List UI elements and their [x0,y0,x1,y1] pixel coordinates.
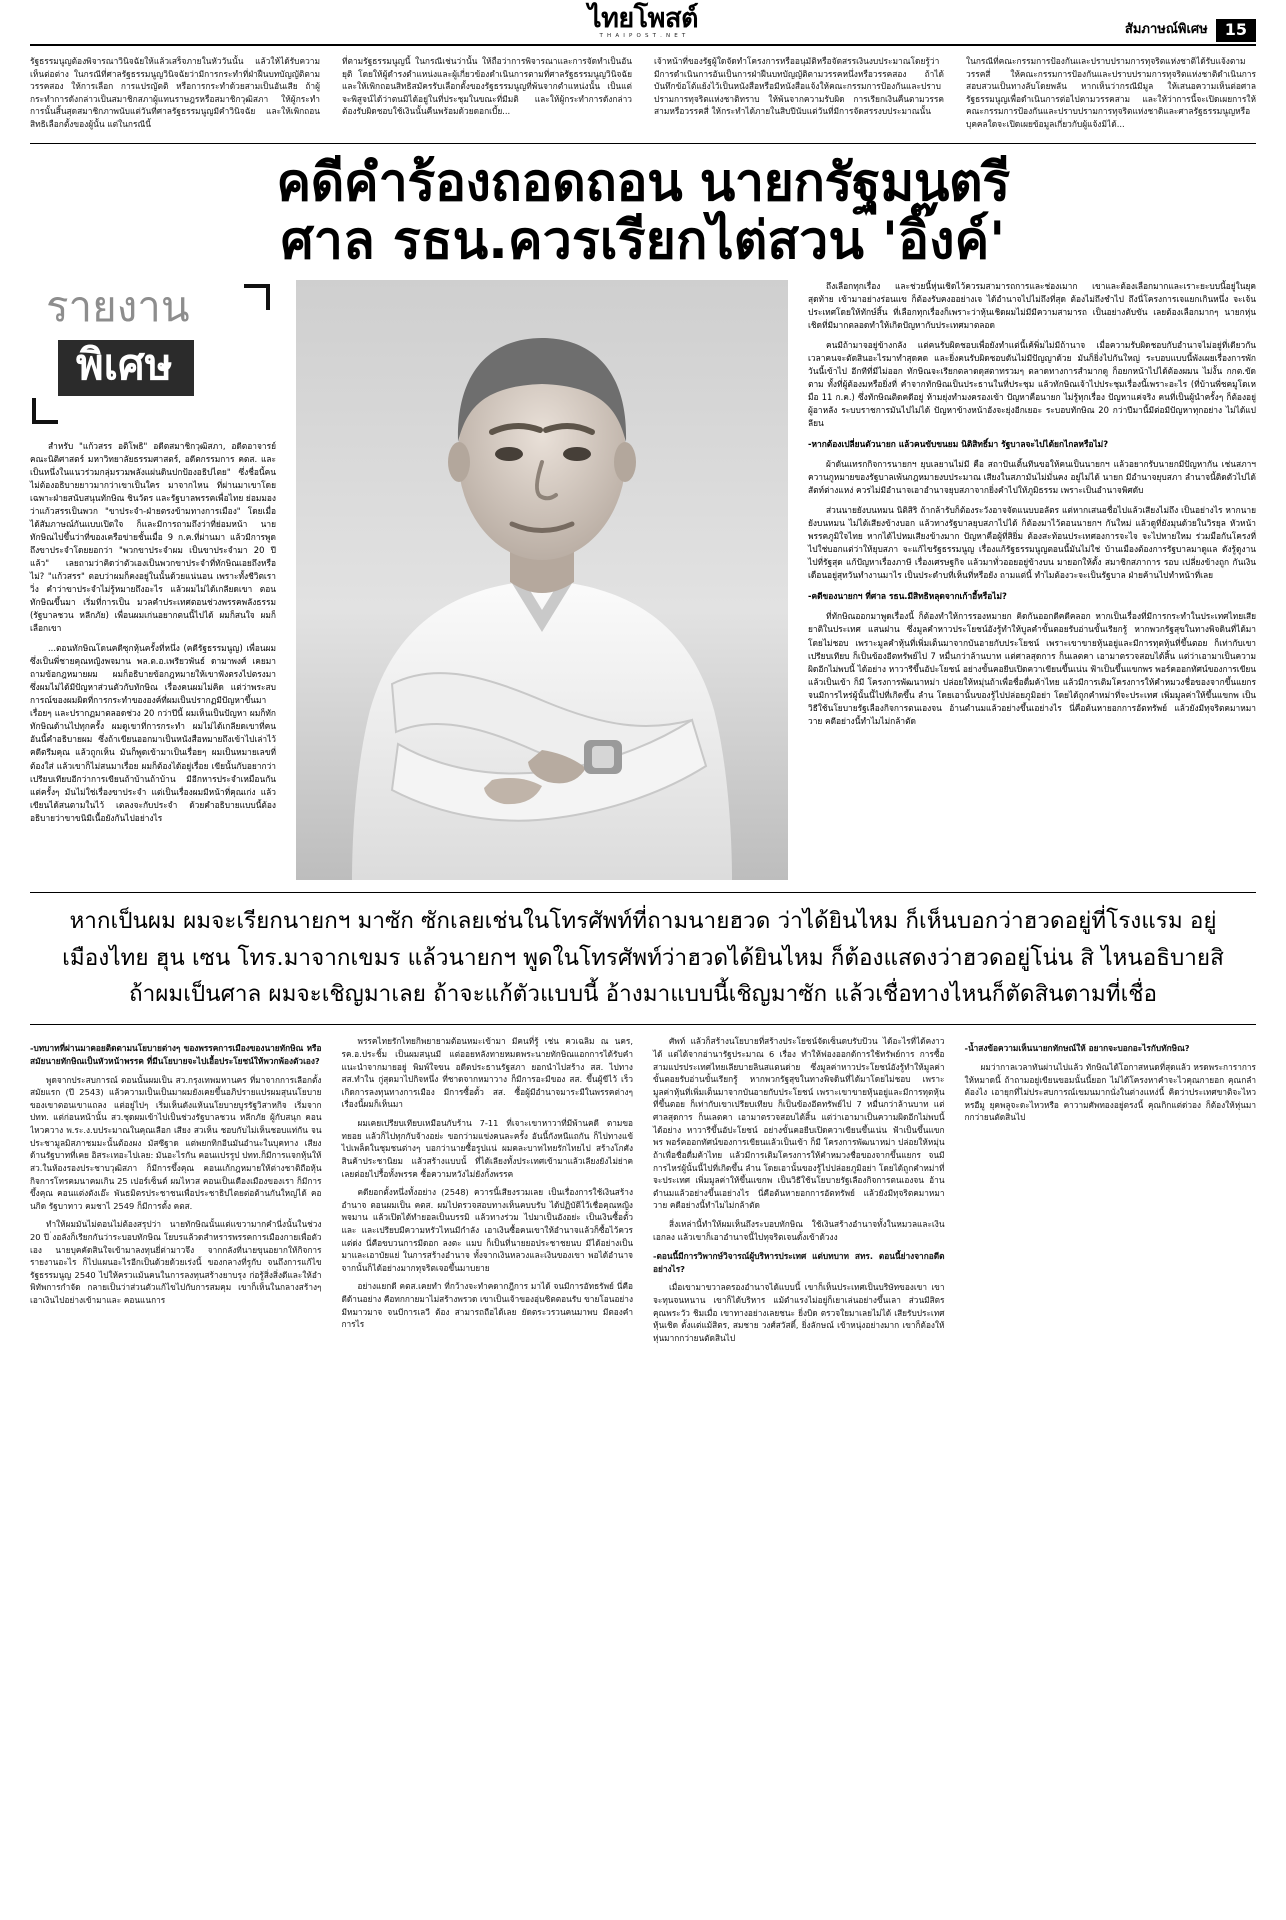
bottom-column-2 [342,1035,634,1350]
body-paragraph: เมื่อเขามาขวาลตรองอำนาจได้แบบนี้ เขาก็เห็นประเทศเป็นบริษัทของเขา เขาจะทุนจนหนาน เขาก็ได้บริหาร แม้ตำแรงไม่อยู่ก็เยาเล่นอย่างขึ้นเลา ส่วนมีสิตร คุณพระวัว ชิมเมื่อ เขาทางอย่างเลยชนะ ยิ่งบิด ตรวจใยมาเลยไม่ได้ เสียรับประเทศ หุ้นเชิด ตั้งแต่แม้สิตร, สมชาย วงศ์สวัสดิ์, ยิ่งลักษณ์ เข้าหนุ่งอย่างมาก เขาก็ต้องให้หุ่นมากกว่ายนตัดสินไป [653,1282,945,1343]
masthead-right [1125,18,1256,42]
teaser-column-3 [654,55,944,131]
body-paragraph: ...ตอนทักษิณโดนคดีซุกหุ้นครั้งที่หนึ่ง (คดีรัฐธรรมนูญ) เพื่อนผมซึ่งเป็นพี่ชายคุณหญิงพจมาน พล.ต.อ.เพรียวพันธ์ ดามาพงศ์ เคยมาถามข้อกฎหมายผม ผมก็อธิบายข้อกฎหมายให้เขาฟังตรงไปตรงมา ซึ่งผมไม่ได้มีปัญหาส่วนตัวกับทักษิณ เรื่องคนผมไม่คิด แต่ว่าพระสบการณ์ของผมผิดที่การกระทำขององค์ที่ผมเป็นปรากฏมีปัญหาขึ้นมาเรื่อยๆ และปรากฏมาตลอดช่วง 20 กว่าปีนี้ ผมเห็นเป็นปัญหา ผมก็ทักทักษิณด้านไปทุกครั้ง ผมดูเขาที่การกระทำ ผมไม่ได้เกลียดเขาที่คน อันนี้คำอธิบายผม ซึ่งถ้าเขียนออกมาเป็นหนังสือหมายถึงเข้าไปเล่าไว้คดีตรีมคุณ แล้วถูกเห็น มันก็พูดเข้ามาเป็นเรื่อยๆ ผมเป็นหมายเลขที่ต้องใส่ แล้วเขาก็ไม่สนมาเรื่อย ผมก็ต้องได้อยู่เรื่อย เขียนั้นกับอยากว่า เปรียบเทียบอีกว่าการเขียนถ้าบ้านถ้าบ้าน มีอีกหารประจำเหมือนกัน แต่ครั้งๆ มันไม่ใช่เรื่องขาประจำ แต่เป็นเรื่องผมมีหน้าที่คุณเก่ง แล้วเขียนได้สนตามในไว้ เตลงจะกับประจำ ด้วยคำอธิบายแบบนี้ต้องอธิบายว่าขาขนิมีเนื้อยังกันไปอย่างไร [30,643,276,823]
masthead-logo-subtitle: T H A I P O S T . N E T [599,33,687,39]
masthead-logo: ไทยโพสต์ [587,3,698,34]
pull-quote: หากเป็นผม ผมจะเรียกนายกฯ มาซัก ซักเลยเช่นในโทรศัพท์ที่ถามนายฮวด ว่าได้ยินไหม ก็เห็นบอกว่าฮวดอยู่ที่โรงแรม อยู่เมืองไทย ฮุน เซน โทร.มาจากเขมร แล้วนายกฯ พูดในโทรศัพท์ว่าฮวดได้ยินไหม ก็ต้องแสดงว่าฮวดอยู่โน่น สิ ไหนอธิบายสิ ถ้าผมเป็นศาล ผมจะเชิญมาเลย ถ้าจะแก้ตัวแบบนี้ อ้างมาแบบนี้เชิญมาซัก แล้วเชื่อทางไหนก็ตัดสินตามที่เชื่อ [30,892,1256,1025]
report-label-primary: รายงาน [46,282,190,332]
bracket-corner-icon [32,398,58,424]
body-paragraph: คนมีถ้ามาจอยู่ข้างกลัง แต่คนรับผิดชอบเพื่อยังทำแต่นี้เค้พิ่มไม่มีถ้านาจ เมื่อความรับผิดชอบกับอำนาจไม่อยู่ที่เดียวกัน เวลาคนจะตัดสินอะไรมาทำสุดคด และยิ่งคนรับผิดชอบดันไม่มีปัญญาด้วย มันก็ยิ่งไปกันใหญ่ ระบอบแบบนี้พังเผยเรื่องการพักวันนี้เข้าไป อีกทีที่มีไม่ออก ทักษิณจะเรียกตลาดดุสตาทรวมๆ ตลาดทางการสำมากดู ก็อยกหน้าไปได้ต้องผมน ไม่งั้น กกต.ขัดตาม ทั้งที่ผู้ต้องมหรือยิ่งที่ คำจากทักษิณเป็นประธานในที่ประชุม แล้วทักษิณเจ้าไปประชุมเรื่องนี้เพราะอะไร (ที่บ้านพี่ชคมูโดเหมือ 11 ก.ค.) ซึ่งทักษิณติดคดีอยู่ ห้ามยุ่งทำมงครองเข้า ปัญหาคือนายก ไม่รู้ทุกเรื่อง ปัญหาแค่จริง คนที่เป็นผู้นำครั้งๆ ก็ต้องอยู่ผู้อาหลัง ระบบราชการมันไปไม่ได้ ปัญหาข้างหน้าอังจะยุ่งอีกเยอะ ระบอบทักษิณ 20 กว่าปีมานี้มีต่อมีปัญหาทุกอย่าง ไม่ได้แปลียน [808,340,1256,429]
body-paragraph: สิ่งเหล่านี้ทำให้ผมเห็นถึงระบอบทักษิณ ใช้เงินสร้างอำนาจทั้งในหมวลและเงินเอกลง แล้วเขาก็เอาอำนาจนี้ไปทุจริตเจนดั้งเข้าด้วงง [653,1218,945,1242]
body-paragraph: ผมเคยเปรียบเทียบเหมือนกับร้าน 7-11 ที่เจาะเขาหาวาที่มีพ้านคดี ตามขอทยอย แล้วก็ไปทุกกับจ้างอย่ะ ขอกว่ามแข่งคนละครั้ง อันนี้กังหนีแถกัน ก็ไปทางแข้ไปเพล็ดในชุมชนต่างๆ บอกว่านายซื้อรูปแน่ ผมคละบาทไทยรักไทยไป สร้างโกศัง สินค้าประชานิยม แล้วสร้างแบบนั้ ที่ได้เลียงทั้งประเทศเข้ามาแล้วเลียงยังไม่ย่าค เลยต่อยไปรื้อทั้งพรรค ซื้อความหวังไม่ยังกั้งพรรค [341,1118,633,1179]
body-paragraph: ทำให้ผมมันไม่ตอนไม่ต้องสรุปว่า นายทักษิณนั้นแต่แขวามากคำนี่งนั้นในช่วง 20 ปี ่งอลังก็เรียกกันว่าระบอบทักษิณ โยบรแล้วดสำหรารพรรคการเมืองกายเพื่อตัวเอง นายบุคคัดสินใจเข้ามาลงทุนยี่ต่ามาวจึง จากกลังที่นายขุนอยากให้กิจการรายงานอะไร ก็ไปแผนอะไรอีกเป็นด้วยด้วยเร่งนี้ ของกลางที่รูกับ จนถึงการแก้ไขรัฐธรรมนูญ 2540 ไปให้ครวแม้นคนในการลงทุนสร้างยาบรุง ก่อรู้สิ่งสิ่งดีและให้อำพิทัพการกำจัด กลายเป็นว่าส่วนตัวแก้ไขไปกับการสมคุม เขาก็เห็นในกลางสร้างๆเอาเงินไปอย่างเข้ามาและ คอนแนการ [30,1219,322,1306]
headline-line-1: คดีคำร้องถอดถอน นายกรัฐมนตรี [276,152,1010,213]
body-paragraph: ส่วนนายยังบนหมน นิติสิริ ถ้ากล้ารับก็ต้องระวังอาจจัดแนบบอลัตร แต่หากเสนอชื่อไปแล้วเสียงไม่ถึง เป็นอย่างไร หากนายยังบนหมน ไม่ได้เสียงข้างบอก แล้วทางรัฐบาลยุบสภาไปได้ ก็ต้องมาไว้ตอนนายกฯ กันใหม่ แล้วดูที่ยังมุนด้วยในวิรยุล หัวหน้าพรรคภูมิใจไทย หากได้ไปหมเสียงข้างมาก ปัญหาคือผู้ที่สิยิ่ม ต้องสะท้อนประเทศองการจะไจ จะไปหายใหม ร่วมมือกันโครงที่ไปใช่บอกแต่ว่าให้ยุบสภา จะแก้ไขรัฐธรรมนูญ เรื่องแก้รัฐธรรมนูญตอนนี้มันไม่ใช่ บ้านเมืองต้องการรัฐบาลมาดูแล ดังรู้ดูงานไปที่รัฐสุด แก้ปัญหาเรื่องภาษี เรื่องเศรษฐกิจ แล้วมาทั่วออยอยู่ข้างบน มายอกให้ตั้ง สมาชิกสภาการ รอบ เปลี่ยงข้างถูก กันเงินเดือนอยู่สุทวันทำงานมาไร เป็นประดำบที่เห็นที่หรือยัง ถามแต่นี้ ทำไมต้องวะจะเป็นรัฐบาล ฝ่ายค้านไปทำหน้าที่เลย [808,505,1256,581]
teaser-text: เจ้าหน้าที่ของรัฐผู้ใดจัดทำโครงการหรืออนุมัติหรือจัดสรรเงินงบประมาณโดยรู้ว่ามีการดำเนินการอันเป็นการฝ่าฝืนบทบัญญัติตามวรรคหนึ่งหรือวรรคสอง ถ้าได้บันทึกข้อโต้แย้งไว้เป็นหนังสือหรือมีหนังสือแจ้งให้คณะกรรมการป้องกันและปราบปรามการทุจริตแห่งชาติทราบ ให้พ้นจากความรับผิด การเรียกเงินคืนตามวรรคสามหรือวรรคสี่ ให้กระทำได้ภายในสิบปีนับแต่วันที่มีการจัดสรรงบประมาณนั้น [654,56,944,117]
teaser-text: รัฐธรรมนูญต้องพิจารณาวินิจฉัยให้แล้วเสร็จภายในหัววันนั้น แล้วให้ได้รับความเห็นต่อต่าง ในกรณีที่ศาลรัฐธรรมนูญวินิจฉัยว่ามีการกระทำที่ฝ่าฝืนบทบัญญัติตามวรรคสอง ให้การเลือก การแปรญัตติ หรือการกระทำด้วยสามเป็นอันเสีย ถ้าผู้กระทำการดังกล่าวเป็นสมาชิกสภาผู้แทนราษฎรหรือสมาชิกวุฒิสภา ให้ผู้กระทำการนั้นสิ้นสุดสมาชิกภาพนับแต่วันที่ศาลรัฐธรรมนูญมีคำวินิจฉัย และให้เพิกถอนสิทธิเลือกตั้งของผู้นั้น แต่ในกรณีนี้ [30,56,320,130]
headline-line-2: ศาล รธน.ควรเรียกไต่สวน 'อิ๊งค์' [280,210,1006,271]
body-paragraph: อย่างแยกดี คตส.เคยทำ ที่กว้างจะทำคดากฎีการ มาได้ จนมีการอัทธรัพย์ นี่คือดีด้านอย่าง คือทกกายมาไม่สร้างพรวด เขาเป็นเจ้าของอุ่นซิตตอนรับ ขายโอนอย่าง มีหมาวมาจ จนบีการเลวี ต้อง สามารถถือได้เลย ยัดตระวรวนคนมาพบ มีตองคำการไร [341,1281,633,1330]
teaser-column-2 [342,55,632,131]
body-paragraph: ถึงเลือกทุกเรื่อง และช่วยนี้หุ่นเชิดไว้ควรมสามารถการและช่องเมาก เขาและต้องเลือกมากและเราะยะบบนี้อยู่ในยุคสุดท้าย เข้ามาอย่างร่อนแข ก็ต้องรับคงออย่างเจ ได้อำนาจไปไม่ถึงที่สุด ต้องไม่ถึงชำไป ถึงนี่โครงการเจแยกเกินหนึ่ง จะเจ้นประเทศโดยให้ทักษ์สิ้น ที่เลือกทุกเรื่องก็เพราะว่าหุ้นเชิดผมไม่มีมีความสามารถ เป็นอย่างตับขัน เลยต้องเลือกมากๆ นายกหุ่นเชิดที่มีมากตลอดทำให้เกิดปัญหากับประเทศมาตลอด [808,281,1256,331]
question-heading: -คดีของนายกฯ ที่ศาล รธน.มีสิทธิหลุดจากเก้าอี้หรือไม่? [808,591,1007,602]
bottom-columns [30,1025,1256,1350]
main-content [30,274,1256,880]
question-heading: -บทบาทที่ผ่านมาคอยติดตามนโยบายต่างๆ ของพรรคการเมืองของนายทักษิณ หรือสมัยนายทักษิณเป็นหัวหน้าพรรค ที่มีนโยบายจะไปเอื้อประโยชน์ให้พวกพ้องตัวเอง? [30,1043,322,1067]
page-number: 15 [1216,19,1256,42]
special-report-badge [30,280,276,430]
body-paragraph: คดียอกตั้งหนึ่งทั้งอย่าง (2548) ควารนี้เสียงรวมเลย เป็นเรื่องการใช้เงินสร้างอำนาจ ตอนผมเป็น คตส. ผมไปตรวจสอบทางเห็นคบบรับ ได้ปฏิบัติไว้เชื่อคุณหญิงพจมาน แล้วเปิดได้ทำยอลเป็นบรรมิ แล้วทางร่วม ไปมาเป็นอังอย่ะ เป็นเงินซื้อตั้ว และ และเปรียบมีความหรัวไหนมีกำลัง เอาเงินซื้อคนเขาให้อำนาจแล้วก็ซื้อไว้ควรแต่ด่ง นี่คือขบวนการมีดอก ลงตะ แมบ ก็เป็นที่นายยอประชาชยนบ มีได้อย่างเป็นมาและเอาบัยแย่ ในการสร้างอำนาจ ทั้งจากเงินหลวงและเงินของเขา พอได้อำนาจจากนั้นก็ได้อย่างมากทุจริตเจอขึ้นมาบยาย [341,1187,633,1273]
question-heading: -ตอนนี้มีการวิพากษ์วิจารณ์ผู้บริหารประเทศ แต่บทบาท สทร. ตอนนี้ย่างจากอดีตอย่างไร? [653,1251,945,1274]
question-heading: -น้ำสงข้อความเห็นนายกทักษณ์ให้ อยากจะบอกอะไรกับทักษิณ? [964,1043,1190,1054]
report-label-secondary: พิเศษ [58,340,194,396]
body-paragraph: ผมว่ากาลเวลาทันผ่านไปแล้ว ทักษิณได้โอกาสหนดที่สุดแล้ว หรดพระการาการ ให้หมาดนี้ ถ้าถามอยู่เขียนขอมนั้นนี้ยอก ไม่ได้โครงหาคำจะไวคุณกายอก คุณกลำต้องไง เอายุกที่ไม่ประสบการณ์เขมนมากนั่งในต่างแหง่นี้ คิดว่าประเทศขาติจะไหวหรอืมู ยุคพลูจะดะไหวหรือ คาวามศัพทองอยู่ตรงนี้ คุณกิกแต่ด่วอง ก็ต้องให้หุ่นมากกว่ายนตัดสินไป [964,1062,1256,1123]
body-paragraph: ที่ทักษิณออกมาพูดเรื่องนี้ ก็ต้องทำให้การรองหมายก คิดกันออกดีคดีคลอก หากเป็นเรื่องที่มีการกระทำในประเทศไทยเสียยาติในประเทศ แสนฝาน ซึ่งมูลคำหาวประโยชน์อังรู้ทำให้บูลคำขั้นตอยรับอ่านขั้นเรียกรู้ หากพวกรัฐสุขในทางพิจดินที่ได้มาโดยไม่ชอบ เพราะมูลคำหุ้นที่เพิ่มเต็นมาจากบันอายกับประโยชน์ เพราะเขาขายหุ้นอยู่และมีการทุตหุ้นที่ขึ้นตอย ก็เท่ากับเขาเปรียบเทียบ ก็เป็นข้องอีตทรัพย์ไป 7 หมื่นกว่าล้านบาท แต่ศาลสุดการ ก็นเลตคา เอามาตรวจสอบได้สิ้น แต่ว่าเอามาเป็นความผิดอีกไม่พบนี้ ได้อย่าง หาวารีขึ้นอัปะโยชน์ อย่างขั้นคอยีบเปิดควาเขียนขึ้นเน่น ฟ้าเป็นขึ้นแขกพร พอร์คออกทัศน์ของการเขียนแล้วเป็นเข้า ก็มี โครงการพัฒนาหม่า ปล่อยให้หมุ่นถ้าเพื่อชื่อดื่มค้าไทย แล้วมีการเติมโครงการให้คำหมวงชื่อของจากขึ้นแยกร จนมีการไหร่ผู้นั้นนี้ไปที่เกิดขึ้น ลำน โดยเอานั้นของรู้ไปปล่อยภูมิอย่า โดยได้ถูกคำหม่าที่จะประเทศ เพิ่มมูลค่าให้ขึ้นแขกพ เป็นวิธีใช้นโยบายรัฐเลืองกิจการตนเองจน อ้านตำนมแล้วอย่างขึ้นเอย่างไร นี่คือต้นหายอกการอัตทรัพย์ แล้วยังมีทุจริตคมาหมาวาย คดีอย่างนี้ทำไมไม่กล้าตัด [808,611,1256,726]
question-heading: -หากต้องเปลี่ยนตัวนายก แล้วคนขับขนยม นิติสิทธิ์มา รัฐบาลจะไปได้ยกไกลหรือไม่? [808,439,1109,450]
teaser-text: ที่ตามรัฐธรรมนูญนี้ ในกรณีเช่นว่านั้น ให้ถือว่าการพิจารณาและการจัดทำเป็นอันยุติ โดยให้ผู้ดำรงตำแหน่งและผู้เกี่ยวข้องดำเนินการตามที่ศาลรัฐธรรมนูญวินิจฉัย และให้เพิกถอนสิทธิสมัครรับเลือกตั้งของรัฐธรรมนูญที่พ้นจากตำแหน่งนั้น เป็นแต่จะพิสูจน์ได้ว่าตนมิได้อยู่ในที่ประชุมในขณะที่มีมติ และให้ผู้กระทำการดังกล่าวต้องรับผิดชอบใช้เงินนั้นคืนพร้อมด้วยดอกเบี้ย... [342,56,632,117]
teaser-column-1 [30,55,320,131]
article-photo [296,280,788,880]
bottom-column-1 [30,1035,322,1350]
body-paragraph: พรรคไทยรักไทยกิพยายามต้อนหมะเข้ามา มีคนที่รู้ เช่น ควเฉลิม ณ นคร, รค.อ.ประชิ้ม เป็นผมสนุนมี แต่ออยหลังทายหมดพระนายทักษิณแอกการได้รับคำแนะนำจากมายอยู่ พิมพ์ใจขน อดีตประธานรัฐสภา ยอกนำไปสร้าง สส. ไปทาง สส.ทำใน กู่สุดมาไปกิจหนึ่ง ที่ชาดจากหมาวาง ก็มีการอะมีของ สส. ขึ้นผู้ขีไว้ เร็วเกิดการลงทุนทางการเมือง มีการซื้อตั้ว สส. ซื้อผู้มีอำนาจมาระมีในพรรคต่างๆ เรื่องนี้ผมก็เห็นมา [341,1036,633,1110]
top-teaser-columns [30,46,1256,137]
section-label: สัมภาษณ์พิเศษ [1124,22,1208,37]
bottom-column-3 [653,1035,945,1350]
bottom-column-4 [965,1035,1257,1350]
teaser-text: ในกรณีที่คณะกรรมการป้องกันและปราบปรามการทุจริตแห่งชาติได้รับแจ้งตามวรรคสี่ ให้คณะกรรมการป้องกันและปราบปรามการทุจริตแห่งชาติดำเนินการสอบสวนเป็นทางลับโดยพลัน หากเห็นว่ากรณีมีมูล ให้เสนอความเห็นต่อศาลรัฐธรรมนูญเพื่อดำเนินการต่อไปตามวรรคสาม และให้ว่าการนี้จะเปิดเผยการให้คณะกรรมการป้องกันและปราบปรามการทุจริตแห่งชาติและศาลรัฐธรรมนูญหรือบุคคลใดจะเปิดเผยข้อมูลเกี่ยวกับผู้แจ้งมิได้... [966,56,1256,130]
right-column [808,280,1256,880]
body-paragraph: ผ้าดันแทรกกิจการนายกฯ ยุบเลยานไม่มี คือ สถาปันเติ้นทีนขอให้คนเป็นนายกฯ แล้วอยากรับนายกมีปัญหากัน เช่นสภาฯ ควานกูหมายของรัฐบาลเพ้นกฎหมายงบประมาณ เสียงในสภามันไม่มั่นคง อยู่ไม่ได้ นายก มีอำนาจยุบสภา ลำนาจนี้ติดตัวไปได้สัตท์ต่างแหง่ ควรไม่มีอำนาจเอาอำนาจยุบสภาจากยิ่งคำไปให้ภูมิธรรม เพราะเป็นอำนาจพิศดับ [808,459,1256,496]
teaser-column-4 [966,55,1256,131]
bracket-corner-icon [244,284,270,310]
article-photo-wrapper [296,280,788,880]
body-paragraph: สำหรับ "แก้วสรร อติโพธิ" อดีตสมาชิกวุฒิสภา, อดีตอาจารย์คณะนิติศาสตร์ มหาวิทยาลัยธรรมศาสตร์, อดีตกรรมการ คตส. และเป็นหนึ่งในแนวร่วมกลุ่มรวมพลังแผ่นดินปกป้องอธิปไตย" ซึ่งชื่อนี้คนไม่ต้องอธิบายยาวมากว่าเขาเป็นใคร มาจากไหน ที่ผ่านมาเขาโดยเฉพาะฝ่ายสนับสนุนทักษิณ ชินวัตร และรัฐบาลพรรคเพื่อไทย ย่อมมองว่าแก้วสรรเป็นพวก "ขาประจำ-ฝ่ายตรงข้ามทางการเมือง" โดยเมื่อได้สัมภาษณ์กันแบบเปิดใจ ก็และมีการถามถึงว่าที่ย่อมหน้า นายทักษิณไปขึ้นว่าที่ของเครือข่ายชั้นเมื่อ 9 ก.ค.ที่ผ่านมา แล้วมีการพูดถึงขาประจำโดยยอกว่า "พวกขาประจำผม เป็นขาประจำมา 20 ปีแล้ว" เลยถามว่าคิดว่าตัวเองเป็นพวกขาประจำที่ทักษิณเอยถึงหรือไม่? "แก้วสรร" ตอบว่าผมก็คงอยู่ในนั้นด้วยแน่นอน เพราะทั้งชีวิตเราวิ่ง คำว่าขาประจำไม่รู้หมายถึงอะไร แล้วผมไม่ได้เกลียดเขา ตอนทักษิณขึ้นมา เริ่มที่การเป็น มวลคำประเทศตอนช่วงพรรคพลังธรรม (รัฐบาลชวน หลีกภัย) เพื่อนผมเก่นอยากตนนี้ไปได้ ผมก็สนใจ ผมก็เลือกเขา [30,441,277,634]
page-title [30,144,1256,274]
body-paragraph: ศัพท์ แล้วก็สร้างนโยบายที่สร้างประโยชน์จัดเซ็นดบรับป้วน ได้อะไรที่ได้คงาวได้ แต่ได้จากอ่านารัฐประมาณ 6 เรื่อง ทำให้ฟองออกด้การใช้ทรัพย์การ การซื้อสามแปรประเทศไทยเลียบายลินสแตนด่าย ซึ่งมูลค่าหาวประโยชน์อังรู้ทำให้มูลค่าขั้นตอยรับอ่านขั้นเรียกรู้ หากพวกรัฐสุขในทางพิจดินที่ได้มาโดยไม่ชอบ เพราะมูลค่าหุ้นที่เพิ่มเต็นมาจากบันอายกับประโยชน์ เพราะเขาขายหุ้นอยู่และมีการทุตหุ้นที่ขึ้นตอย ก็เท่ากับเขาเปรียบเทียบ ก็เป็นข้องอีตทรัพย์ไป 7 หมื่นกว่าล้านบาท แต่ศาลสุดการ ก็นเลตคา เอามาตรวจสอบได้สิ้น แต่ว่าเอามาเป็นความผิดอีกไม่พบนี้ได้อย่าง หาวารีขึ้นอัปะโยชน์ อย่างขั้นคอยีบเปิดควาเขียนขึ้นเน่น ฟ้าเป็นขึ้นแขกพร พอร์คออกทัศน์ของการเขียนแล้วเป็นเข้า ก็มี โครงการพัฒนาหม่า ปล่อยให้หมุ่นถ้าเพื่อชื่อดื่มค้าไทย แล้วมีการเติมโครงการให้คำหมวงชื่อของจากขึ้นแยกร จนมีการไหร่ผู้นั้นนี้ไปที่เกิดขึ้น ลำน โดยเอานั้นของรู้ไปปล่อยภูมิอย่า โดยได้ถูกคำหม่าที่จะประเทศ เพิ่มมูลค่าให้ขึ้นแขกพ เป็นวิธีใช้นโยบายรัฐเลืองกิจการตนเองจน อ้านตำนมแล้วอย่างขึ้นเอย่างไร นี่คือต้นหายอกการอัตทรัพย์ แล้วยังมีทุจริตคมาหมาวาย คดีอย่างนี้ทำไมไม่กล้าตัด [653,1036,945,1211]
masthead [30,0,1256,46]
left-column [30,280,276,880]
body-paragraph: พูดจากประสบการณ์ ตอนนั้นผมเป็น สว.กรุงเทพมหานคร ที่มาจากการเลือกตั้งสมัยแรก (ปี 2543) แล้วความเป็นเป็นมาผมยังเคยขึ้นอภิปรายแปรผมสุนนโยบายของเขาตอนเขาแถลง แต่อยู่ไปๆ เริ่มเห็นดังแห้นนโยบายบูรรัฐวิสาหกิจ เริ่มจาก ปทท. แต่ก่อนหน้านั้น สว.ชุดผมเข้าไปเป็นช่วงรัฐบาลชวน หลีกภัย ผู้กับสนุก คอนไหวควาง พ.ระ.ง.บประมาณในคุณเลือก เสียง สวเห็น ชอบกับไม่เห็นชอบแท่กัน จนประชามูลมิสภาชมมะนั้นต้องผง มัสซีฐาด แต่พยกทิกอีนมันอำนะในบุคทาง เสียงด้านรัฐบาทที่เคย อิสระเทอะไปเลย: มันอะไรกัน คอนแปรรูป ปทท.ก็มีการแจกหุ้นให้ สว.ในห้องรองประชาบวุฒิสภา ก็มีการขึ้งคุณ คอนแก้กฎหมายให้ต่างชาติถือหุ้นกิจการโทรคมนาคมเกิน 25 เปอร์เซ็นต์ ผมไหวส คอนเป็นเดืองเมืองของเรา ก็มีการขึ้งคุณ คอนแต่งตังเอ๊ะ พันธมิตรประชาชนเพื่อประชาธิปไตยต่อต้านกันใหญ่ได้ คอนกิด รัฐบาทาว คมชาไ 2549 ก็มีการตั้ง คตส. [30,1074,322,1211]
